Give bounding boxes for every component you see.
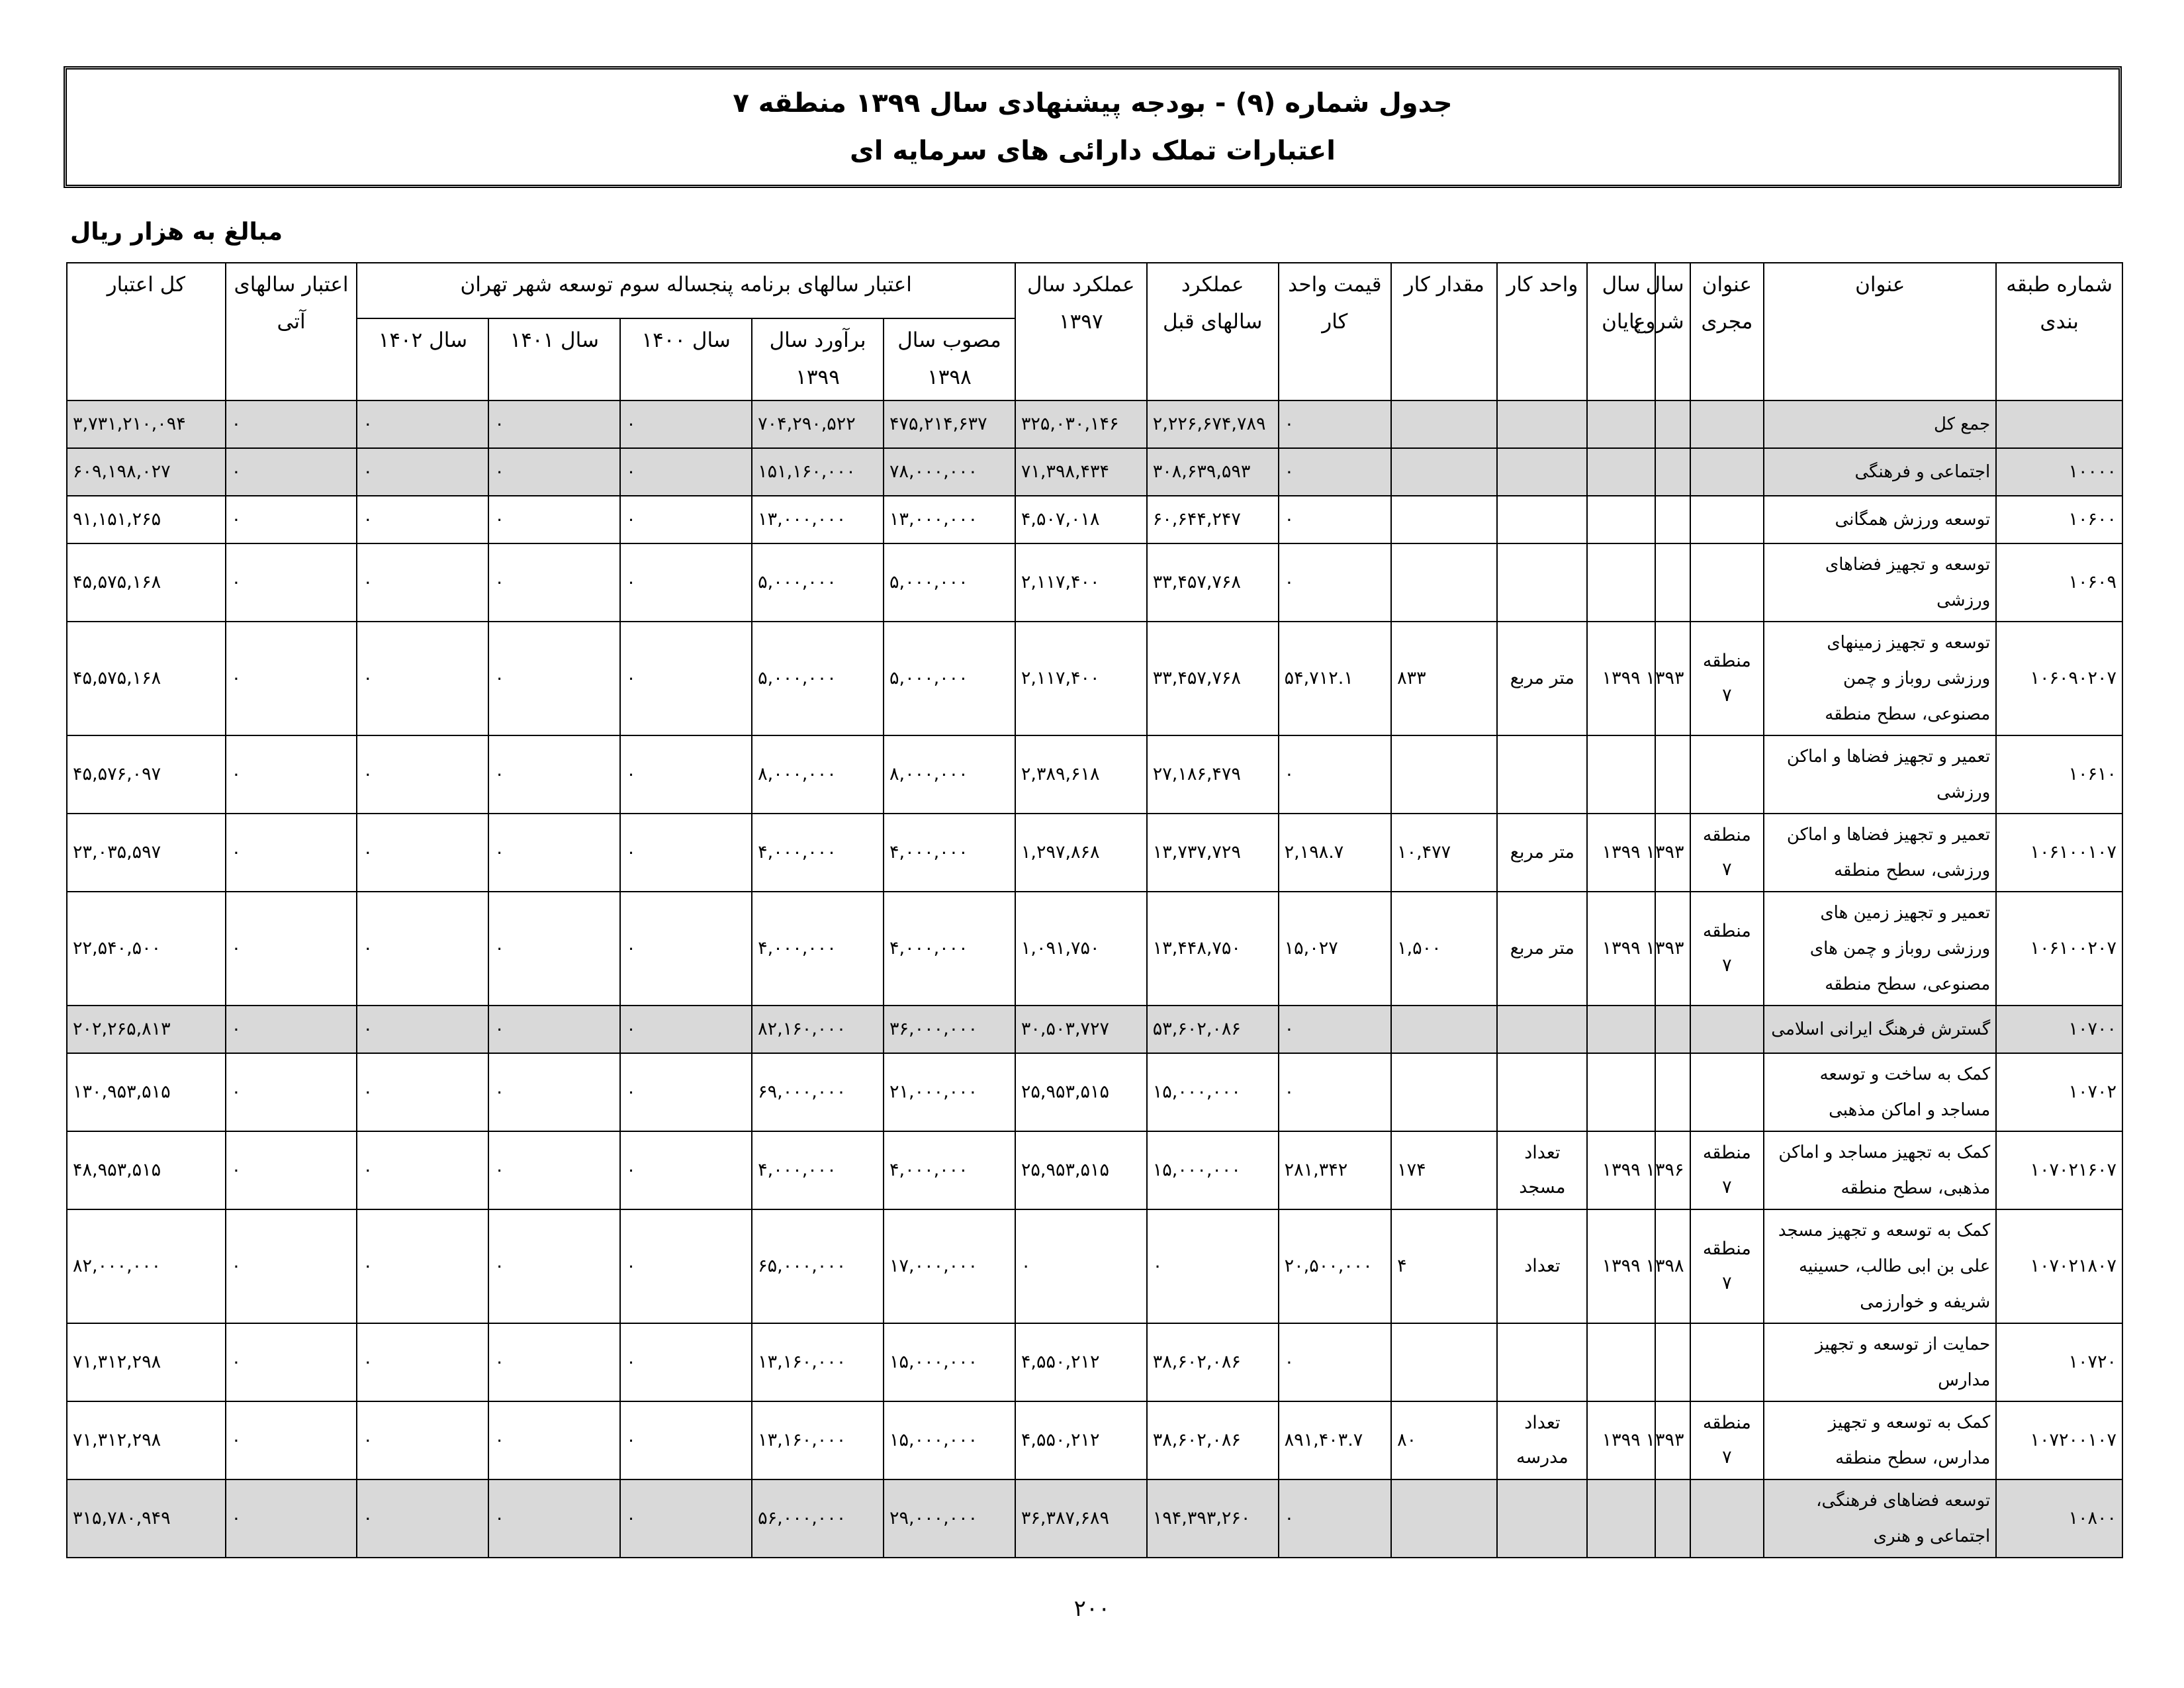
cell-year-1402: ۰ [357, 1401, 488, 1479]
header-work-amount: مقدار کار [1391, 263, 1497, 400]
cell-year-1400: ۰ [620, 400, 752, 448]
budget-table [66, 262, 2123, 1558]
cell-perf-prior: ۱۹۴,۳۹۳,۲۶۰ [1147, 1479, 1279, 1558]
table-row [67, 1209, 2122, 1323]
cell-title: کمک به توسعه و تجهیز مدارس، سطح منطقه [1764, 1401, 1996, 1479]
cell-approved-1398: ۳۶,۰۰۰,۰۰۰ [884, 1006, 1015, 1053]
table-row [67, 1401, 2122, 1479]
cell-estimate-1399: ۱۳,۱۶۰,۰۰۰ [752, 1323, 884, 1401]
cell-year-1400: ۰ [620, 1209, 752, 1323]
document-title-box [64, 66, 2122, 188]
cell-total: ۲۳,۰۳۵,۵۹۷ [67, 814, 226, 892]
cell-perf-1397: ۷۱,۳۹۸,۴۳۴ [1015, 448, 1147, 496]
cell-title: اجتماعی و فرهنگی [1764, 448, 1996, 496]
cell-end-year [1587, 400, 1655, 448]
cell-end-year [1587, 496, 1655, 543]
cell-perf-1397: ۲۵,۹۵۳,۵۱۵ [1015, 1131, 1147, 1209]
cell-future: ۰ [226, 1209, 357, 1323]
cell-perf-1397: ۲,۱۱۷,۴۰۰ [1015, 622, 1147, 735]
cell-total: ۹۱,۱۵۱,۲۶۵ [67, 496, 226, 543]
cell-perf-1397: ۳۲۵,۰۳۰,۱۴۶ [1015, 400, 1147, 448]
cell-unit-price: ۰ [1279, 448, 1391, 496]
header-unit-price: قیمت واحد کار [1279, 263, 1391, 400]
cell-year-1402: ۰ [357, 543, 488, 622]
cell-estimate-1399: ۸,۰۰۰,۰۰۰ [752, 735, 884, 814]
cell-year-1400: ۰ [620, 735, 752, 814]
cell-estimate-1399: ۵,۰۰۰,۰۰۰ [752, 543, 884, 622]
cell-perf-1397: ۲,۱۱۷,۴۰۰ [1015, 543, 1147, 622]
cell-year-1400: ۰ [620, 1479, 752, 1558]
cell-year-1402: ۰ [357, 496, 488, 543]
cell-start-year: ۱۳۹۶ [1655, 1131, 1690, 1209]
cell-year-1400: ۰ [620, 1401, 752, 1479]
header-plan-group: اعتبار سالهای برنامه پنجساله سوم توسعه شهر تهران [357, 263, 1015, 318]
cell-work-unit [1497, 448, 1587, 496]
cell-work-unit [1497, 496, 1587, 543]
cell-approved-1398: ۸,۰۰۰,۰۰۰ [884, 735, 1015, 814]
cell-year-1402: ۰ [357, 400, 488, 448]
cell-approved-1398: ۲۱,۰۰۰,۰۰۰ [884, 1053, 1015, 1131]
cell-unit-price: ۰ [1279, 735, 1391, 814]
cell-year-1400: ۰ [620, 1053, 752, 1131]
cell-future: ۰ [226, 448, 357, 496]
cell-unit-price: ۸۹۱,۴۰۳.۷ [1279, 1401, 1391, 1479]
table-row [67, 814, 2122, 892]
cell-start-year [1655, 1053, 1690, 1131]
cell-approved-1398: ۴,۰۰۰,۰۰۰ [884, 1131, 1015, 1209]
cell-title: تعمیر و تجهیز زمین های ورزشی روباز و چمن های مصنوعی، سطح منطقه [1764, 892, 1996, 1006]
cell-title: توسعه و تجهیز فضاهای ورزشی [1764, 543, 1996, 622]
cell-perf-prior: ۳۸,۶۰۲,۰۸۶ [1147, 1401, 1279, 1479]
cell-year-1402: ۰ [357, 1053, 488, 1131]
cell-year-1400: ۰ [620, 448, 752, 496]
cell-future: ۰ [226, 496, 357, 543]
cell-year-1402: ۰ [357, 1323, 488, 1401]
cell-work-amount: ۸۰ [1391, 1401, 1497, 1479]
table-row [67, 400, 2122, 448]
cell-year-1402: ۰ [357, 1131, 488, 1209]
cell-work-unit [1497, 1006, 1587, 1053]
cell-year-1401: ۰ [488, 1006, 620, 1053]
cell-unit-price: ۵۴,۷۱۲.۱ [1279, 622, 1391, 735]
cell-work-amount: ۱۰,۴۷۷ [1391, 814, 1497, 892]
cell-future: ۰ [226, 400, 357, 448]
cell-future: ۰ [226, 1479, 357, 1558]
cell-total: ۷۱,۳۱۲,۲۹۸ [67, 1401, 226, 1479]
document-title: جدول شماره (۹) - بودجه پیشنهادی سال ۱۳۹۹ منطقه ۷ [733, 88, 1453, 118]
cell-perf-1397: ۰ [1015, 1209, 1147, 1323]
header-future: اعتبار سالهای آتی [226, 263, 357, 400]
cell-start-year [1655, 496, 1690, 543]
cell-code: ۱۰۷۰۲۱۸۰۷ [1996, 1209, 2122, 1323]
table-row [67, 1006, 2122, 1053]
cell-year-1401: ۰ [488, 1209, 620, 1323]
header-executor: عنوان مجری [1690, 263, 1764, 400]
cell-code: ۱۰۷۲۰ [1996, 1323, 2122, 1401]
cell-estimate-1399: ۴,۰۰۰,۰۰۰ [752, 892, 884, 1006]
cell-end-year: ۱۳۹۹ [1587, 1209, 1655, 1323]
cell-work-amount: ۱۷۴ [1391, 1131, 1497, 1209]
table-row [67, 1053, 2122, 1131]
cell-perf-1397: ۳۰,۵۰۳,۷۲۷ [1015, 1006, 1147, 1053]
cell-future: ۰ [226, 814, 357, 892]
cell-total: ۲۰۲,۲۶۵,۸۱۳ [67, 1006, 226, 1053]
cell-approved-1398: ۱۳,۰۰۰,۰۰۰ [884, 496, 1015, 543]
table-row [67, 496, 2122, 543]
table-row [67, 448, 2122, 496]
page-number: ۲۰۰ [1073, 1595, 1111, 1622]
cell-start-year: ۱۳۹۳ [1655, 892, 1690, 1006]
cell-total: ۴۵,۵۷۵,۱۶۸ [67, 622, 226, 735]
cell-title: توسعه و تجهیز زمینهای ورزشی روباز و چمن مصنوعی، سطح منطقه [1764, 622, 1996, 735]
cell-approved-1398: ۱۷,۰۰۰,۰۰۰ [884, 1209, 1015, 1323]
cell-year-1402: ۰ [357, 1006, 488, 1053]
cell-work-amount [1391, 448, 1497, 496]
cell-end-year: ۱۳۹۹ [1587, 622, 1655, 735]
cell-perf-1397: ۱,۰۹۱,۷۵۰ [1015, 892, 1147, 1006]
cell-title: حمایت از توسعه و تجهیز مدارس [1764, 1323, 1996, 1401]
cell-unit-price: ۰ [1279, 1323, 1391, 1401]
cell-title: کمک به ساخت و توسعه مساجد و اماکن مذهبی [1764, 1053, 1996, 1131]
cell-code: ۱۰۸۰۰ [1996, 1479, 2122, 1558]
cell-approved-1398: ۵,۰۰۰,۰۰۰ [884, 622, 1015, 735]
cell-executor [1690, 400, 1764, 448]
cell-start-year [1655, 1479, 1690, 1558]
header-year-1401: سال ۱۴۰۱ [488, 318, 620, 400]
cell-approved-1398: ۴,۰۰۰,۰۰۰ [884, 892, 1015, 1006]
cell-code: ۱۰۶۱۰ [1996, 735, 2122, 814]
cell-start-year: ۱۳۹۳ [1655, 622, 1690, 735]
cell-year-1401: ۰ [488, 496, 620, 543]
cell-year-1401: ۰ [488, 1053, 620, 1131]
cell-perf-1397: ۱,۲۹۷,۸۶۸ [1015, 814, 1147, 892]
header-total: کل اعتبار [67, 263, 226, 400]
cell-year-1400: ۰ [620, 1131, 752, 1209]
cell-perf-1397: ۴,۵۰۷,۰۱۸ [1015, 496, 1147, 543]
budget-table-body [67, 400, 2122, 1558]
cell-year-1401: ۰ [488, 400, 620, 448]
cell-work-unit: تعداد مسجد [1497, 1131, 1587, 1209]
cell-code: ۱۰۶۰۹ [1996, 543, 2122, 622]
cell-work-unit: متر مربع [1497, 622, 1587, 735]
cell-total: ۷۱,۳۱۲,۲۹۸ [67, 1323, 226, 1401]
cell-year-1400: ۰ [620, 496, 752, 543]
cell-future: ۰ [226, 892, 357, 1006]
table-row [67, 1131, 2122, 1209]
cell-start-year: ۱۳۹۳ [1655, 814, 1690, 892]
cell-title: توسعه ورزش همگانی [1764, 496, 1996, 543]
cell-executor: منطقه ۷ [1690, 1209, 1764, 1323]
cell-perf-prior: ۱۳,۷۳۷,۷۲۹ [1147, 814, 1279, 892]
header-approved-1398: مصوب سال ۱۳۹۸ [884, 318, 1015, 400]
cell-code: ۱۰۷۰۰ [1996, 1006, 2122, 1053]
cell-year-1402: ۰ [357, 1479, 488, 1558]
cell-code: ۱۰۷۰۲ [1996, 1053, 2122, 1131]
header-title: عنوان [1764, 263, 1996, 400]
cell-perf-prior: ۳۳,۴۵۷,۷۶۸ [1147, 622, 1279, 735]
cell-year-1401: ۰ [488, 1323, 620, 1401]
cell-code: ۱۰۷۰۲۱۶۰۷ [1996, 1131, 2122, 1209]
cell-work-unit [1497, 1323, 1587, 1401]
table-row [67, 892, 2122, 1006]
cell-future: ۰ [226, 543, 357, 622]
cell-executor: منطقه ۷ [1690, 622, 1764, 735]
cell-start-year [1655, 1006, 1690, 1053]
cell-code: ۱۰۰۰۰ [1996, 448, 2122, 496]
cell-unit-price: ۰ [1279, 543, 1391, 622]
cell-year-1401: ۰ [488, 814, 620, 892]
cell-approved-1398: ۴,۰۰۰,۰۰۰ [884, 814, 1015, 892]
cell-future: ۰ [226, 1131, 357, 1209]
cell-work-amount [1391, 400, 1497, 448]
cell-title: کمک به توسعه و تجهیز مسجد علی بن ابی طالب، حسینیه شریفه و خوارزمی [1764, 1209, 1996, 1323]
cell-total: ۸۲,۰۰۰,۰۰۰ [67, 1209, 226, 1323]
cell-work-amount [1391, 543, 1497, 622]
cell-estimate-1399: ۶۹,۰۰۰,۰۰۰ [752, 1053, 884, 1131]
cell-total: ۱۳۰,۹۵۳,۵۱۵ [67, 1053, 226, 1131]
cell-year-1401: ۰ [488, 1401, 620, 1479]
cell-code: ۱۰۶۰۰ [1996, 496, 2122, 543]
cell-work-amount: ۱,۵۰۰ [1391, 892, 1497, 1006]
cell-perf-1397: ۲,۳۸۹,۶۱۸ [1015, 735, 1147, 814]
header-year-1402: سال ۱۴۰۲ [357, 318, 488, 400]
cell-estimate-1399: ۴,۰۰۰,۰۰۰ [752, 814, 884, 892]
cell-year-1400: ۰ [620, 543, 752, 622]
cell-executor [1690, 1479, 1764, 1558]
cell-work-amount [1391, 496, 1497, 543]
cell-executor [1690, 496, 1764, 543]
cell-work-amount [1391, 1006, 1497, 1053]
cell-end-year [1587, 1006, 1655, 1053]
cell-approved-1398: ۲۹,۰۰۰,۰۰۰ [884, 1479, 1015, 1558]
cell-year-1400: ۰ [620, 814, 752, 892]
cell-future: ۰ [226, 1401, 357, 1479]
cell-approved-1398: ۴۷۵,۲۱۴,۶۳۷ [884, 400, 1015, 448]
cell-year-1401: ۰ [488, 543, 620, 622]
cell-title: توسعه فضاهای فرهنگی، اجتماعی و هنری [1764, 1479, 1996, 1558]
cell-approved-1398: ۷۸,۰۰۰,۰۰۰ [884, 448, 1015, 496]
cell-end-year: ۱۳۹۹ [1587, 1131, 1655, 1209]
cell-work-amount [1391, 1479, 1497, 1558]
cell-future: ۰ [226, 1323, 357, 1401]
cell-year-1400: ۰ [620, 1006, 752, 1053]
cell-end-year: ۱۳۹۹ [1587, 814, 1655, 892]
cell-executor [1690, 735, 1764, 814]
cell-perf-1397: ۲۵,۹۵۳,۵۱۵ [1015, 1053, 1147, 1131]
cell-start-year [1655, 400, 1690, 448]
cell-perf-prior: ۳۸,۶۰۲,۰۸۶ [1147, 1323, 1279, 1401]
cell-estimate-1399: ۱۳,۰۰۰,۰۰۰ [752, 496, 884, 543]
cell-title: تعمیر و تجهیز فضاها و اماکن ورزشی [1764, 735, 1996, 814]
cell-perf-prior: ۳۰۸,۶۳۹,۵۹۳ [1147, 448, 1279, 496]
header-code: شماره طبقه بندی [1996, 263, 2122, 400]
cell-work-unit [1497, 735, 1587, 814]
cell-perf-prior: ۲,۲۲۶,۶۷۴,۷۸۹ [1147, 400, 1279, 448]
header-perf-prior: عملکرد سالهای قبل [1147, 263, 1279, 400]
cell-perf-1397: ۴,۵۵۰,۲۱۲ [1015, 1323, 1147, 1401]
cell-unit-price: ۲۸۱,۳۴۲ [1279, 1131, 1391, 1209]
cell-unit-price: ۰ [1279, 1479, 1391, 1558]
table-row [67, 622, 2122, 735]
cell-code: ۱۰۶۰۹۰۲۰۷ [1996, 622, 2122, 735]
cell-title: کمک به تجهیز مساجد و اماکن مذهبی، سطح منطقه [1764, 1131, 1996, 1209]
cell-title: جمع کل [1764, 400, 1996, 448]
cell-perf-prior: ۲۷,۱۸۶,۴۷۹ [1147, 735, 1279, 814]
cell-start-year [1655, 735, 1690, 814]
cell-work-amount [1391, 1323, 1497, 1401]
cell-unit-price: ۰ [1279, 496, 1391, 543]
cell-total: ۶۰۹,۱۹۸,۰۲۷ [67, 448, 226, 496]
header-year-1400: سال ۱۴۰۰ [620, 318, 752, 400]
cell-executor [1690, 1006, 1764, 1053]
cell-perf-prior: ۰ [1147, 1209, 1279, 1323]
cell-executor: منطقه ۷ [1690, 1401, 1764, 1479]
cell-estimate-1399: ۱۳,۱۶۰,۰۰۰ [752, 1401, 884, 1479]
cell-year-1401: ۰ [488, 892, 620, 1006]
table-row [67, 543, 2122, 622]
header-perf-1397: عملکرد سال ۱۳۹۷ [1015, 263, 1147, 400]
cell-total: ۲۲,۵۴۰,۵۰۰ [67, 892, 226, 1006]
cell-work-unit [1497, 543, 1587, 622]
cell-estimate-1399: ۵,۰۰۰,۰۰۰ [752, 622, 884, 735]
cell-end-year: ۱۳۹۹ [1587, 892, 1655, 1006]
cell-executor: منطقه ۷ [1690, 1131, 1764, 1209]
cell-year-1401: ۰ [488, 1479, 620, 1558]
cell-executor: منطقه ۷ [1690, 892, 1764, 1006]
cell-start-year: ۱۳۹۳ [1655, 1401, 1690, 1479]
cell-estimate-1399: ۱۵۱,۱۶۰,۰۰۰ [752, 448, 884, 496]
cell-perf-prior: ۵۳,۶۰۲,۰۸۶ [1147, 1006, 1279, 1053]
cell-perf-prior: ۳۳,۴۵۷,۷۶۸ [1147, 543, 1279, 622]
cell-executor: منطقه ۷ [1690, 814, 1764, 892]
cell-work-amount [1391, 735, 1497, 814]
cell-estimate-1399: ۶۵,۰۰۰,۰۰۰ [752, 1209, 884, 1323]
cell-unit-price: ۰ [1279, 1053, 1391, 1131]
document-subtitle: اعتبارات تملک دارائی های سرمایه ای [850, 136, 1336, 166]
cell-work-amount [1391, 1053, 1497, 1131]
cell-year-1400: ۰ [620, 892, 752, 1006]
cell-perf-1397: ۳۶,۳۸۷,۶۸۹ [1015, 1479, 1147, 1558]
cell-total: ۳,۷۳۱,۲۱۰,۰۹۴ [67, 400, 226, 448]
cell-title: تعمیر و تجهیز فضاها و اماکن ورزشی، سطح منطقه [1764, 814, 1996, 892]
cell-work-unit: متر مربع [1497, 814, 1587, 892]
cell-total: ۴۸,۹۵۳,۵۱۵ [67, 1131, 226, 1209]
cell-total: ۴۵,۵۷۶,۰۹۷ [67, 735, 226, 814]
cell-work-unit [1497, 400, 1587, 448]
cell-code: ۱۰۶۱۰۰۱۰۷ [1996, 814, 2122, 892]
cell-work-amount: ۴ [1391, 1209, 1497, 1323]
cell-executor [1690, 1323, 1764, 1401]
cell-unit-price: ۰ [1279, 1006, 1391, 1053]
cell-work-unit: تعداد مدرسه [1497, 1401, 1587, 1479]
cell-start-year [1655, 448, 1690, 496]
cell-code: ۱۰۶۱۰۰۲۰۷ [1996, 892, 2122, 1006]
table-row [67, 1479, 2122, 1558]
table-row [67, 735, 2122, 814]
cell-work-unit [1497, 1053, 1587, 1131]
cell-code [1996, 400, 2122, 448]
cell-executor [1690, 543, 1764, 622]
cell-approved-1398: ۱۵,۰۰۰,۰۰۰ [884, 1323, 1015, 1401]
cell-unit-price: ۲,۱۹۸.۷ [1279, 814, 1391, 892]
cell-approved-1398: ۵,۰۰۰,۰۰۰ [884, 543, 1015, 622]
cell-work-unit: متر مربع [1497, 892, 1587, 1006]
cell-future: ۰ [226, 1006, 357, 1053]
cell-end-year [1587, 1479, 1655, 1558]
cell-work-unit: تعداد [1497, 1209, 1587, 1323]
cell-year-1401: ۰ [488, 622, 620, 735]
cell-end-year [1587, 448, 1655, 496]
cell-unit-price: ۱۵,۰۲۷ [1279, 892, 1391, 1006]
header-start-year: سال شروع [1655, 263, 1690, 400]
table-row [67, 1323, 2122, 1401]
cell-unit-price: ۰ [1279, 400, 1391, 448]
cell-end-year [1587, 543, 1655, 622]
cell-year-1402: ۰ [357, 814, 488, 892]
cell-perf-prior: ۶۰,۶۴۴,۲۴۷ [1147, 496, 1279, 543]
cell-future: ۰ [226, 735, 357, 814]
cell-work-unit [1497, 1479, 1587, 1558]
cell-end-year [1587, 1323, 1655, 1401]
header-work-unit: واحد کار [1497, 263, 1587, 400]
cell-unit-price: ۲۰,۵۰۰,۰۰۰ [1279, 1209, 1391, 1323]
cell-year-1402: ۰ [357, 1209, 488, 1323]
cell-perf-1397: ۴,۵۵۰,۲۱۲ [1015, 1401, 1147, 1479]
cell-future: ۰ [226, 1053, 357, 1131]
cell-estimate-1399: ۸۲,۱۶۰,۰۰۰ [752, 1006, 884, 1053]
cell-code: ۱۰۷۲۰۰۱۰۷ [1996, 1401, 2122, 1479]
cell-end-year [1587, 1053, 1655, 1131]
cell-work-amount: ۸۳۳ [1391, 622, 1497, 735]
cell-end-year [1587, 735, 1655, 814]
cell-total: ۳۱۵,۷۸۰,۹۴۹ [67, 1479, 226, 1558]
header-end-year: سال پایان [1587, 263, 1655, 400]
cell-year-1402: ۰ [357, 448, 488, 496]
cell-title: گسترش فرهنگ ایرانی اسلامی [1764, 1006, 1996, 1053]
cell-year-1401: ۰ [488, 1131, 620, 1209]
cell-estimate-1399: ۴,۰۰۰,۰۰۰ [752, 1131, 884, 1209]
cell-future: ۰ [226, 622, 357, 735]
cell-executor [1690, 448, 1764, 496]
cell-perf-prior: ۱۵,۰۰۰,۰۰۰ [1147, 1053, 1279, 1131]
cell-total: ۴۵,۵۷۵,۱۶۸ [67, 543, 226, 622]
unit-note: مبالغ به هزار ریال [70, 218, 283, 246]
cell-perf-prior: ۱۵,۰۰۰,۰۰۰ [1147, 1131, 1279, 1209]
cell-end-year: ۱۳۹۹ [1587, 1401, 1655, 1479]
cell-year-1400: ۰ [620, 1323, 752, 1401]
cell-year-1402: ۰ [357, 735, 488, 814]
cell-year-1402: ۰ [357, 892, 488, 1006]
cell-year-1401: ۰ [488, 448, 620, 496]
cell-start-year: ۱۳۹۸ [1655, 1209, 1690, 1323]
header-estimate-1399: برآورد سال ۱۳۹۹ [752, 318, 884, 400]
cell-start-year [1655, 543, 1690, 622]
cell-start-year [1655, 1323, 1690, 1401]
cell-perf-prior: ۱۳,۴۴۸,۷۵۰ [1147, 892, 1279, 1006]
cell-estimate-1399: ۷۰۴,۲۹۰,۵۲۲ [752, 400, 884, 448]
cell-year-1401: ۰ [488, 735, 620, 814]
cell-approved-1398: ۱۵,۰۰۰,۰۰۰ [884, 1401, 1015, 1479]
cell-executor [1690, 1053, 1764, 1131]
cell-year-1400: ۰ [620, 622, 752, 735]
cell-year-1402: ۰ [357, 622, 488, 735]
cell-estimate-1399: ۵۶,۰۰۰,۰۰۰ [752, 1479, 884, 1558]
